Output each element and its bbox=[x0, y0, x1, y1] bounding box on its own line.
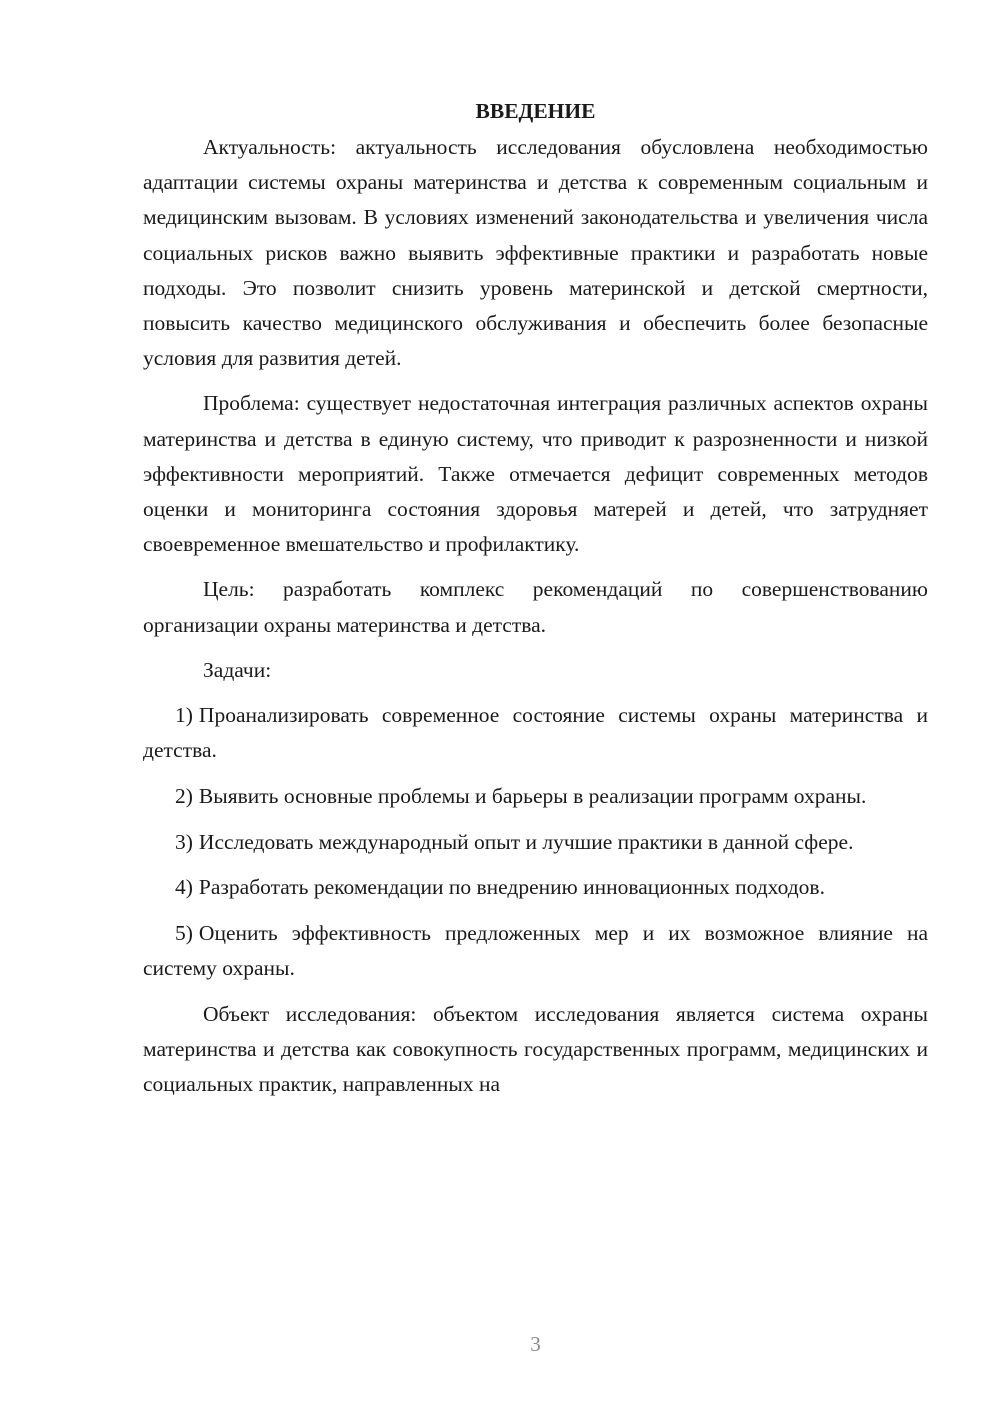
page-title: ВВЕДЕНИЕ bbox=[475, 99, 596, 123]
list-item bbox=[143, 825, 928, 860]
list-item bbox=[143, 916, 928, 986]
list-item bbox=[143, 698, 928, 768]
document-page bbox=[143, 96, 928, 1113]
list-item-number: 4) bbox=[175, 875, 193, 900]
relevance-paragraph: Актуальность: актуальность исследования обусловлена необходимостью адаптации системы охраны материнства и детства к современным социальным и медицинским вызовам. В условиях изменений законодательства и увеличения числа социальных рисков важно выявить эффективные практики и разработать новые подходы. Это позволит снизить уровень материнской и детской смертности, повысить качество медицинского обслуживания и обеспечить более безопасные условия для развития детей. bbox=[143, 135, 928, 371]
list-item-number: 2) bbox=[175, 783, 193, 808]
list-item-number: 3) bbox=[175, 829, 193, 854]
list-item-number: 5) bbox=[175, 921, 193, 946]
list-item-text: Оценить эффективность предложенных мер и их возможное влияние на систему охраны. bbox=[143, 921, 928, 981]
list-item-text: Проанализировать современное состояние системы охраны материнства и детства. bbox=[143, 703, 928, 763]
list-item-text: Разработать рекомендации по внедрению инновационных подходов. bbox=[198, 875, 825, 900]
object-paragraph: Объект исследования: объектом исследования является система охраны материнства и детства как совокупность государственных программ, медицинских и социальных практик, направленных на bbox=[143, 1001, 928, 1097]
list-item bbox=[143, 870, 928, 905]
problem-paragraph: Проблема: существует недостаточная интеграция различных аспектов охраны материнства и детства в единую систему, что приводит к разрозненности и низкой эффективности мероприятий. Также отмечается дефицит современных методов оценки и мониторинга состояния здоровья матерей и детей, что затрудняет своевременное вмешательство и профилактику. bbox=[143, 391, 928, 557]
goal-paragraph: Цель: разработать комплекс рекомендаций по совершенствованию организации охраны материнства и детства. bbox=[143, 577, 928, 637]
list-item-text: Исследовать международный опыт и лучшие практики в данной сфере. bbox=[198, 829, 854, 854]
list-item-number: 1) bbox=[175, 703, 193, 728]
tasks-heading: Задачи: bbox=[203, 657, 272, 682]
list-item bbox=[143, 779, 928, 814]
page-number: 3 bbox=[530, 1332, 541, 1356]
list-item-text: Выявить основные проблемы и барьеры в реализации программ охраны. bbox=[198, 783, 867, 808]
